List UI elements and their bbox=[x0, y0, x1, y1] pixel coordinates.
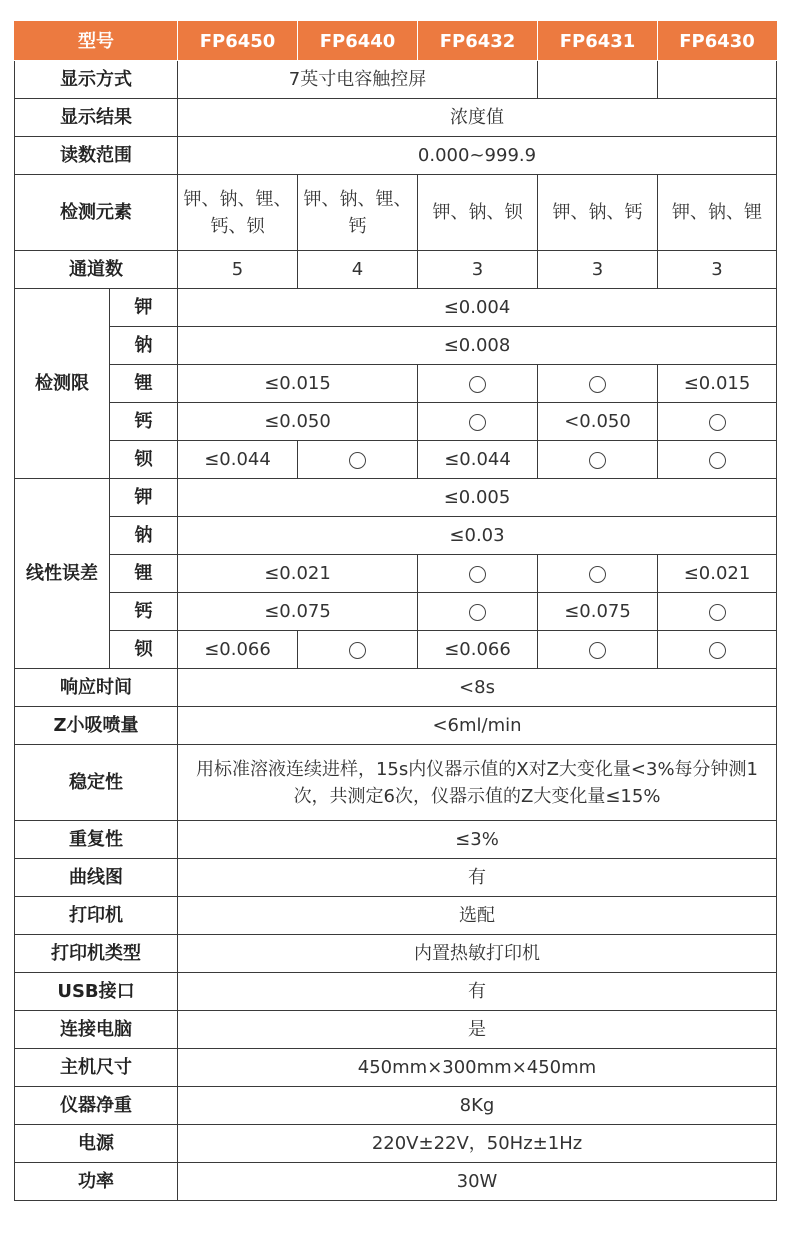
channels-fp6450: 5 bbox=[178, 251, 298, 289]
row-linearity-error-li bbox=[15, 555, 777, 593]
printer-type-label: 打印机类型 bbox=[15, 935, 178, 973]
linearity-error-li-fp6450-fp6440: ≤0.021 bbox=[178, 555, 418, 593]
linearity-error-ba-fp6430 bbox=[658, 631, 777, 669]
power-label: 功率 bbox=[15, 1163, 178, 1201]
min-suction-value: <6ml/min bbox=[178, 707, 777, 745]
linearity-error-ba-fp6450: ≤0.066 bbox=[178, 631, 298, 669]
row-printer-type bbox=[15, 935, 777, 973]
spec-table bbox=[14, 21, 777, 1201]
display-mode-label: 显示方式 bbox=[15, 61, 178, 99]
row-pc-connect bbox=[15, 1011, 777, 1049]
channels-fp6430: 3 bbox=[658, 251, 777, 289]
detection-limit-ca-fp6431: <0.050 bbox=[538, 403, 658, 441]
linearity-error-ca-fp6450-fp6440: ≤0.075 bbox=[178, 593, 418, 631]
row-linearity-error-k bbox=[15, 479, 777, 517]
channels-fp6431: 3 bbox=[538, 251, 658, 289]
row-channels bbox=[15, 251, 777, 289]
row-linearity-error-na bbox=[15, 517, 777, 555]
detection-limit-ca-fp6450-fp6440: ≤0.050 bbox=[178, 403, 418, 441]
display-mode-empty-fp6431 bbox=[538, 61, 658, 99]
linearity-error-ca-fp6432 bbox=[418, 593, 538, 631]
channels-fp6432: 3 bbox=[418, 251, 538, 289]
row-linearity-error-ba bbox=[15, 631, 777, 669]
linearity-error-li-fp6432 bbox=[418, 555, 538, 593]
repeatability-value: ≤3% bbox=[178, 821, 777, 859]
usb-value: 有 bbox=[178, 973, 777, 1011]
detection-limit-ca-fp6430 bbox=[658, 403, 777, 441]
linearity-error-ca-fp6431: ≤0.075 bbox=[538, 593, 658, 631]
linearity-error-k-label: 钾 bbox=[110, 479, 178, 517]
row-detection-limit-ca bbox=[15, 403, 777, 441]
not-applicable-circle-icon bbox=[589, 642, 606, 659]
power-supply-label: 电源 bbox=[15, 1125, 178, 1163]
row-display-mode bbox=[15, 61, 777, 99]
detection-limit-ba-fp6430 bbox=[658, 441, 777, 479]
row-min-suction bbox=[15, 707, 777, 745]
row-curve bbox=[15, 859, 777, 897]
detection-limit-ba-label: 钡 bbox=[110, 441, 178, 479]
row-repeatability bbox=[15, 821, 777, 859]
display-mode-value: 7英寸电容触控屏 bbox=[178, 61, 538, 99]
linearity-error-li-label: 锂 bbox=[110, 555, 178, 593]
elements-fp6431: 钾、钠、钙 bbox=[538, 175, 658, 251]
printer-value: 选配 bbox=[178, 897, 777, 935]
not-applicable-circle-icon bbox=[589, 452, 606, 469]
detection-limit-ca-label: 钙 bbox=[110, 403, 178, 441]
display-result-value: 浓度值 bbox=[178, 99, 777, 137]
row-response-time bbox=[15, 669, 777, 707]
channels-fp6440: 4 bbox=[298, 251, 418, 289]
detection-limit-li-fp6430: ≤0.015 bbox=[658, 365, 777, 403]
not-applicable-circle-icon bbox=[709, 642, 726, 659]
pc-connect-label: 连接电脑 bbox=[15, 1011, 178, 1049]
channels-label: 通道数 bbox=[15, 251, 178, 289]
detection-limit-na-label: 钠 bbox=[110, 327, 178, 365]
row-detection-limit-na bbox=[15, 327, 777, 365]
row-detection-limit-li bbox=[15, 365, 777, 403]
row-display-result bbox=[15, 99, 777, 137]
header-model-fp6450: FP6450 bbox=[178, 22, 298, 61]
row-power-supply bbox=[15, 1125, 777, 1163]
stability-label: 稳定性 bbox=[15, 745, 178, 821]
header-model-fp6440: FP6440 bbox=[298, 22, 418, 61]
linearity-error-li-fp6431 bbox=[538, 555, 658, 593]
not-applicable-circle-icon bbox=[469, 604, 486, 621]
row-detection-limit-k bbox=[15, 289, 777, 327]
not-applicable-circle-icon bbox=[589, 566, 606, 583]
detection-limit-ba-fp6450: ≤0.044 bbox=[178, 441, 298, 479]
detection-limit-na-value: ≤0.008 bbox=[178, 327, 777, 365]
header-model-fp6430: FP6430 bbox=[658, 22, 777, 61]
detection-limit-label: 检测限 bbox=[15, 289, 110, 479]
not-applicable-circle-icon bbox=[709, 604, 726, 621]
detection-limit-li-label: 锂 bbox=[110, 365, 178, 403]
not-applicable-circle-icon bbox=[469, 376, 486, 393]
display-result-label: 显示结果 bbox=[15, 99, 178, 137]
elements-fp6450: 钾、钠、锂、钙、钡 bbox=[178, 175, 298, 251]
linearity-error-ba-label: 钡 bbox=[110, 631, 178, 669]
power-supply-value: 220V±22V，50Hz±1Hz bbox=[178, 1125, 777, 1163]
power-value: 30W bbox=[178, 1163, 777, 1201]
reading-range-value: 0.000~999.9 bbox=[178, 137, 777, 175]
detection-limit-li-fp6432 bbox=[418, 365, 538, 403]
not-applicable-circle-icon bbox=[469, 414, 486, 431]
dimensions-value: 450mm×300mm×450mm bbox=[178, 1049, 777, 1087]
row-linearity-error-ca bbox=[15, 593, 777, 631]
weight-value: 8Kg bbox=[178, 1087, 777, 1125]
curve-label: 曲线图 bbox=[15, 859, 178, 897]
linearity-error-label: 线性误差 bbox=[15, 479, 110, 669]
stability-value: 用标准溶液连续进样，15s内仪器示值的X对Z大变化量<3%每分钟测1次，共测定6次，仪器示值的Z大变化量≤15% bbox=[178, 745, 777, 821]
linearity-error-ba-fp6432: ≤0.066 bbox=[418, 631, 538, 669]
detection-limit-ba-fp6431 bbox=[538, 441, 658, 479]
not-applicable-circle-icon bbox=[349, 452, 366, 469]
row-stability bbox=[15, 745, 777, 821]
not-applicable-circle-icon bbox=[469, 566, 486, 583]
reading-range-label: 读数范围 bbox=[15, 137, 178, 175]
printer-label: 打印机 bbox=[15, 897, 178, 935]
detection-limit-k-value: ≤0.004 bbox=[178, 289, 777, 327]
not-applicable-circle-icon bbox=[709, 414, 726, 431]
response-time-value: <8s bbox=[178, 669, 777, 707]
detection-limit-ba-fp6440 bbox=[298, 441, 418, 479]
row-reading-range bbox=[15, 137, 777, 175]
not-applicable-circle-icon bbox=[589, 376, 606, 393]
linearity-error-li-fp6430: ≤0.021 bbox=[658, 555, 777, 593]
elements-label: 检测元素 bbox=[15, 175, 178, 251]
linearity-error-ca-fp6430 bbox=[658, 593, 777, 631]
row-power bbox=[15, 1163, 777, 1201]
detection-limit-li-fp6431 bbox=[538, 365, 658, 403]
header-model-label: 型号 bbox=[15, 22, 178, 61]
display-mode-empty-fp6430 bbox=[658, 61, 777, 99]
linearity-error-ba-fp6431 bbox=[538, 631, 658, 669]
detection-limit-k-label: 钾 bbox=[110, 289, 178, 327]
usb-label: USB接口 bbox=[15, 973, 178, 1011]
not-applicable-circle-icon bbox=[349, 642, 366, 659]
row-detection-limit-ba bbox=[15, 441, 777, 479]
pc-connect-value: 是 bbox=[178, 1011, 777, 1049]
elements-fp6432: 钾、钠、钡 bbox=[418, 175, 538, 251]
row-dimensions bbox=[15, 1049, 777, 1087]
elements-fp6440: 钾、钠、锂、钙 bbox=[298, 175, 418, 251]
linearity-error-na-label: 钠 bbox=[110, 517, 178, 555]
curve-value: 有 bbox=[178, 859, 777, 897]
row-elements bbox=[15, 175, 777, 251]
linearity-error-ca-label: 钙 bbox=[110, 593, 178, 631]
row-printer bbox=[15, 897, 777, 935]
detection-limit-ba-fp6432: ≤0.044 bbox=[418, 441, 538, 479]
min-suction-label: Z小吸喷量 bbox=[15, 707, 178, 745]
printer-type-value: 内置热敏打印机 bbox=[178, 935, 777, 973]
header-model-fp6431: FP6431 bbox=[538, 22, 658, 61]
response-time-label: 响应时间 bbox=[15, 669, 178, 707]
linearity-error-ba-fp6440 bbox=[298, 631, 418, 669]
weight-label: 仪器净重 bbox=[15, 1087, 178, 1125]
row-weight bbox=[15, 1087, 777, 1125]
linearity-error-na-value: ≤0.03 bbox=[178, 517, 777, 555]
linearity-error-k-value: ≤0.005 bbox=[178, 479, 777, 517]
repeatability-label: 重复性 bbox=[15, 821, 178, 859]
detection-limit-li-fp6450-fp6440: ≤0.015 bbox=[178, 365, 418, 403]
detection-limit-ca-fp6432 bbox=[418, 403, 538, 441]
elements-fp6430: 钾、钠、锂 bbox=[658, 175, 777, 251]
dimensions-label: 主机尺寸 bbox=[15, 1049, 178, 1087]
row-usb bbox=[15, 973, 777, 1011]
not-applicable-circle-icon bbox=[709, 452, 726, 469]
header-row bbox=[15, 22, 777, 61]
header-model-fp6432: FP6432 bbox=[418, 22, 538, 61]
